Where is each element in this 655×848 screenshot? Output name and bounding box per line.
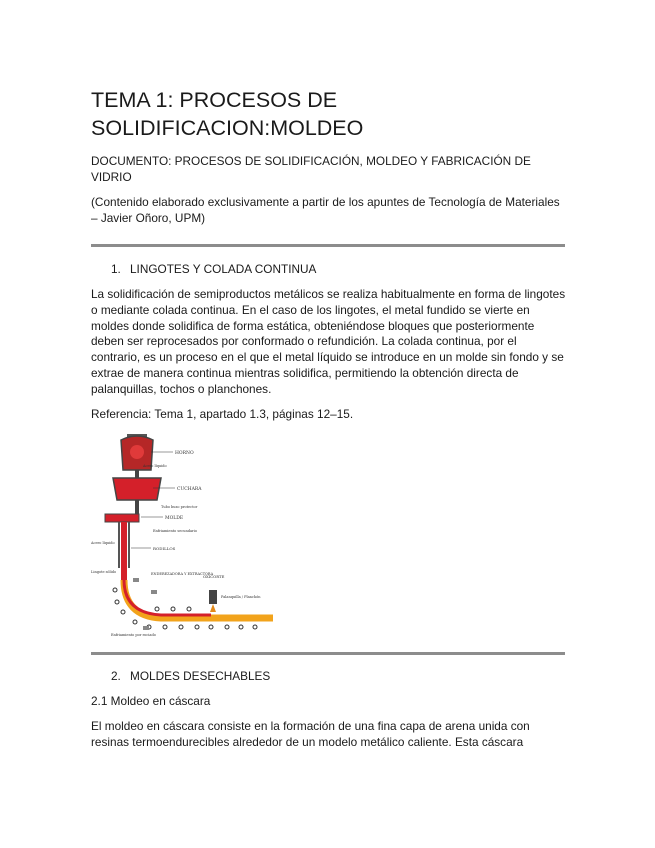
document-title bbox=[91, 86, 566, 142]
label-left-2: Lingote sólido bbox=[91, 570, 117, 574]
label-mold: MOLDE bbox=[165, 516, 184, 521]
label-cut: OXICORTE bbox=[203, 574, 225, 579]
label-left-1: Acero líquido bbox=[91, 541, 115, 545]
section-1-reference: Referencia: Tema 1, apartado 1.3, páginas 12–15. bbox=[91, 407, 354, 421]
section-divider bbox=[91, 244, 565, 247]
section-2-paragraph: El moldeo en cáscara consiste en la formación de una fina capa de arena unida con resinas termoendurecibles alrededor de un modelo metálico caliente. Esta cáscara bbox=[91, 719, 530, 749]
strand-curve bbox=[124, 580, 273, 618]
label-spray: Enfriamiento secundario bbox=[153, 529, 197, 533]
label-cut-sub: Palanquilla / Planchón bbox=[221, 595, 261, 599]
section-2-title: MOLDES DESECHABLES bbox=[130, 669, 271, 683]
source-note: (Contenido elaborado exclusivamente a partir de los apuntes de Tecnología de Materiales – Javier Oñoro, UPM) bbox=[91, 195, 560, 225]
section-1-title: LINGOTES Y COLADA CONTINUA bbox=[130, 262, 317, 276]
label-rolls: RODILLOS bbox=[153, 546, 176, 551]
label-tundish-sub: Tubo buzo protector bbox=[161, 505, 198, 509]
ladle-icon bbox=[121, 434, 153, 478]
label-ladle: HORNO bbox=[175, 451, 194, 456]
label-tundish: CUCHARA bbox=[177, 487, 202, 492]
title-line-1: TEMA 1: PROCESOS DE bbox=[91, 88, 338, 112]
section-1-heading bbox=[111, 261, 316, 277]
section-2-1-heading: 2.1 Moldeo en cáscara bbox=[91, 694, 211, 708]
label-bottom: Enfriamiento por rociado bbox=[111, 633, 156, 637]
section-2-heading bbox=[111, 668, 270, 684]
tundish-icon bbox=[113, 478, 161, 514]
document-subtitle: DOCUMENTO: PROCESOS DE SOLIDIFICACIÓN, MOLDEO Y FABRICACIÓN DE VIDRIO bbox=[91, 154, 531, 184]
section-1-paragraph: La solidificación de semiproductos metálicos se realiza habitualmente en forma de lingotes o mediante colada continua. En el caso de los lingotes, el metal fundido se vierte en moldes donde solidifica de forma estática, obteniéndose bloques que posteriormente deben ser reprocesados por conformado o refundición. La colada continua, por el contrario, es un proceso en el que el metal líquido se introduce en un molde sin fondo y se extrae de manera continua mientras solidifica, permitiendo la obtención directa de palanquillas, tochos o planchones. bbox=[91, 287, 566, 396]
label-straightener: ENDEREZADORA Y EXTRACTORA bbox=[151, 572, 214, 576]
torch-cutter-icon bbox=[209, 590, 217, 612]
section-divider-2 bbox=[91, 652, 565, 655]
title-line-2: SOLIDIFICACION:MOLDEO bbox=[91, 116, 364, 140]
continuous-casting-figure bbox=[91, 430, 273, 642]
section-2-number: 2. bbox=[111, 669, 121, 683]
section-1-number: 1. bbox=[111, 262, 121, 276]
label-ladle-sub: Acero líquido bbox=[143, 464, 167, 468]
